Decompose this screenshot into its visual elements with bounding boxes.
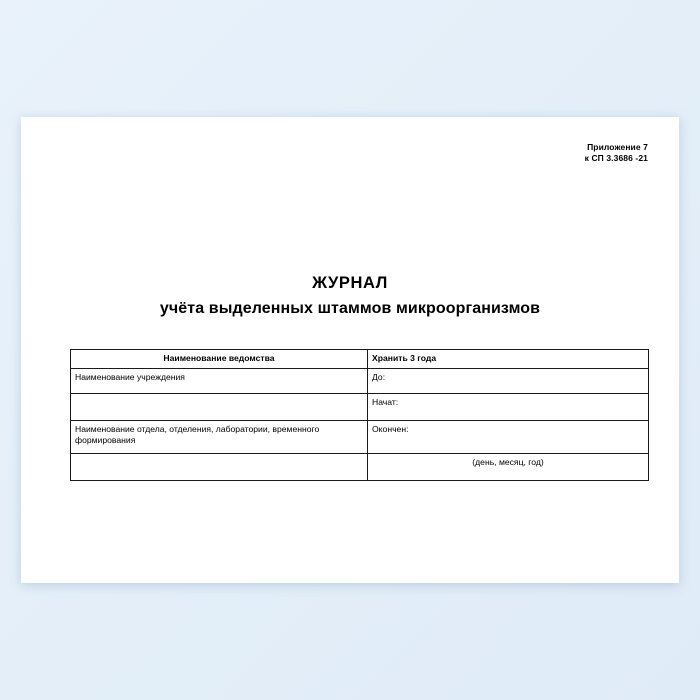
table-header-left: Наименование ведомства xyxy=(71,350,368,369)
department-name-label: Наименование отдела, отделения, лаборатории, временного формирования xyxy=(71,421,368,454)
started-field: Начат: xyxy=(368,394,649,421)
appendix-reference xyxy=(585,142,648,165)
table-row xyxy=(71,421,649,454)
document-page-content xyxy=(21,117,679,583)
table-row xyxy=(71,454,649,481)
date-format-hint: (день, месяц, год) xyxy=(368,454,649,481)
page-title: ЖУРНАЛ xyxy=(312,274,388,292)
appendix-line-1: Приложение 7 xyxy=(587,142,648,152)
appendix-line-2: к СП 3.3686 -21 xyxy=(584,153,648,164)
page-subtitle: учёта выделенных штаммов микроорганизмов xyxy=(159,300,541,317)
table-row xyxy=(71,394,649,421)
table-header-right: Хранить 3 года xyxy=(368,350,649,369)
valid-until-field: До: xyxy=(368,369,649,394)
empty-cell-left xyxy=(71,394,368,421)
institution-name-label: Наименование учреждения xyxy=(71,369,368,394)
empty-cell-left-2 xyxy=(71,454,368,481)
table-row xyxy=(71,350,649,369)
finished-field: Окончен: xyxy=(368,421,649,454)
document-title-block xyxy=(21,274,679,318)
document-page xyxy=(21,117,679,583)
registration-table xyxy=(70,349,649,481)
table-row xyxy=(71,369,649,394)
